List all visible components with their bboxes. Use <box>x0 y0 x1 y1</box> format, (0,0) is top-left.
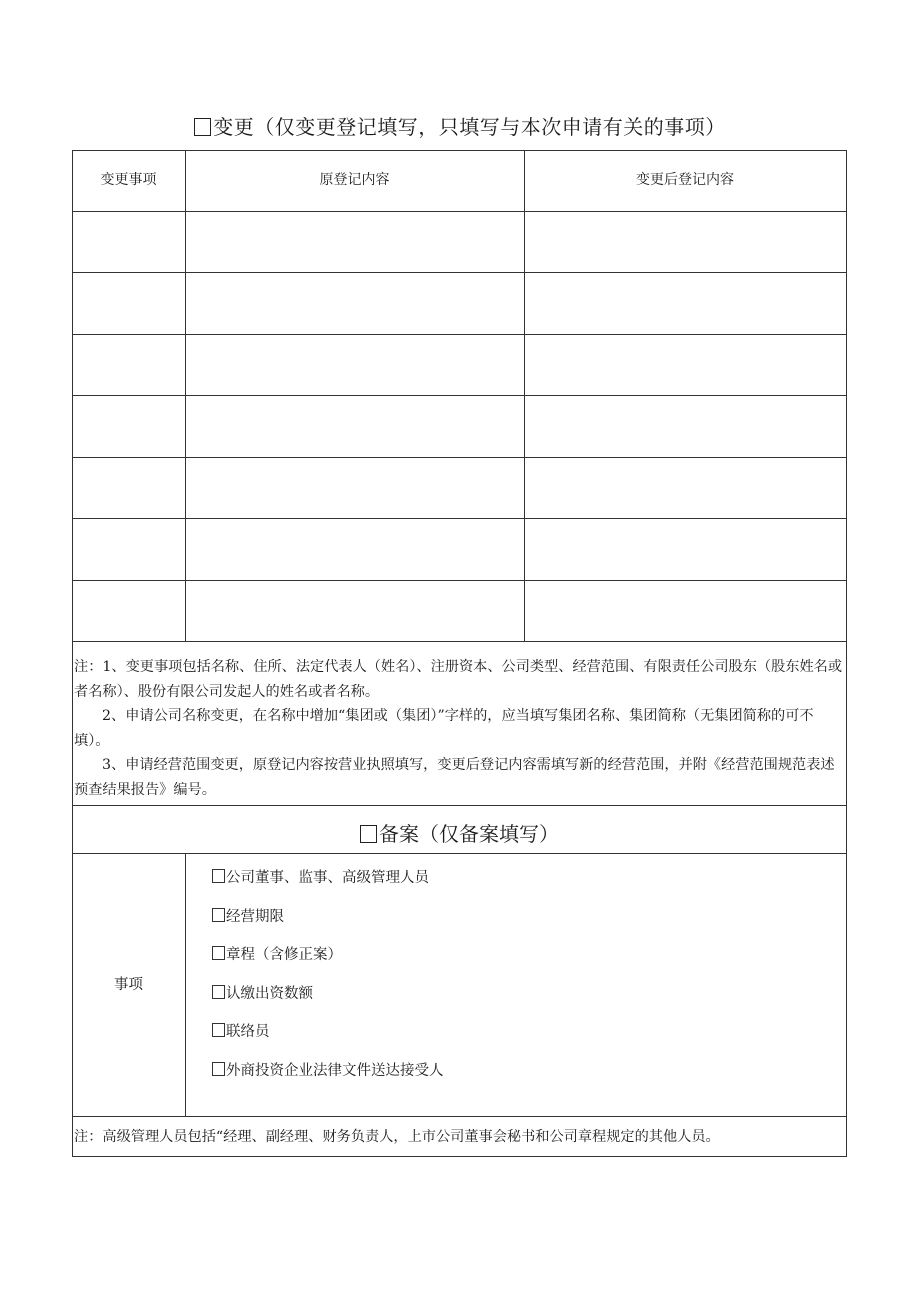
row-divider <box>72 1116 847 1117</box>
filing-item[interactable]: 认缴出资数额 <box>212 984 444 1023</box>
note-2: 2、申请公司名称变更，在名称中增加“集团或（集团）”字样的，应当填写集团名称、集团简称（无集团简称的可不填）。 <box>74 708 814 749</box>
row-divider <box>72 272 847 273</box>
filing-note: 注：高级管理人员包括“经理、副经理、财务负责人，上市公司董事会秘书和公司章程规定的其他人员。 <box>74 1129 720 1145</box>
row-divider <box>72 641 847 642</box>
header-new-content: 变更后登记内容 <box>636 172 734 188</box>
border-bottom <box>72 1156 847 1157</box>
filing-item[interactable]: 外商投资企业法律文件送达接受人 <box>212 1061 444 1100</box>
row-divider <box>72 518 847 519</box>
filing-item[interactable]: 联络员 <box>212 1022 444 1061</box>
filing-checkbox[interactable] <box>360 825 377 843</box>
row-divider <box>72 395 847 396</box>
row-divider <box>72 805 847 806</box>
registration-form <box>72 150 847 1157</box>
row-divider <box>72 334 847 335</box>
change-notes <box>74 655 844 802</box>
filing-item[interactable]: 章程（含修正案） <box>212 945 444 984</box>
col-divider <box>524 150 525 641</box>
filing-item[interactable]: 经营期限 <box>212 907 444 946</box>
filing-item[interactable]: 公司董事、监事、高级管理人员 <box>212 868 444 907</box>
change-checkbox[interactable] <box>194 118 211 136</box>
change-section-title: 变更（仅变更登记填写，只填写与本次申请有关的事项） <box>0 112 920 142</box>
checkbox[interactable] <box>212 869 225 883</box>
header-original-content: 原登记内容 <box>319 172 390 188</box>
filing-item-list <box>212 868 444 1100</box>
col-divider <box>185 853 186 1116</box>
checkbox[interactable] <box>212 1023 225 1037</box>
items-label: 事项 <box>114 977 143 993</box>
checkbox[interactable] <box>212 908 225 922</box>
row-divider <box>72 853 847 854</box>
note-1: 注：1、变更事项包括名称、住所、法定代表人（姓名）、注册资本、公司类型、经营范围、有限责任公司股东（股东姓名或者名称）、股份有限公司发起人的姓名或者名称。 <box>74 659 843 700</box>
checkbox[interactable] <box>212 946 225 960</box>
row-divider <box>72 457 847 458</box>
note-3: 3、申请经营范围变更，原登记内容按营业执照填写，变更后登记内容需填写新的经营范围，并附《经营范围规范表述预查结果报告》编号。 <box>74 757 835 798</box>
col-divider <box>185 150 186 641</box>
checkbox[interactable] <box>212 985 225 999</box>
checkbox[interactable] <box>212 1062 225 1076</box>
border-top <box>72 150 847 151</box>
row-divider <box>72 211 847 212</box>
border-left <box>72 150 73 1157</box>
header-change-item: 变更事项 <box>100 172 157 188</box>
border-right <box>846 150 847 1157</box>
row-divider <box>72 580 847 581</box>
filing-section-title: 备案（仅备案填写） <box>72 816 847 852</box>
